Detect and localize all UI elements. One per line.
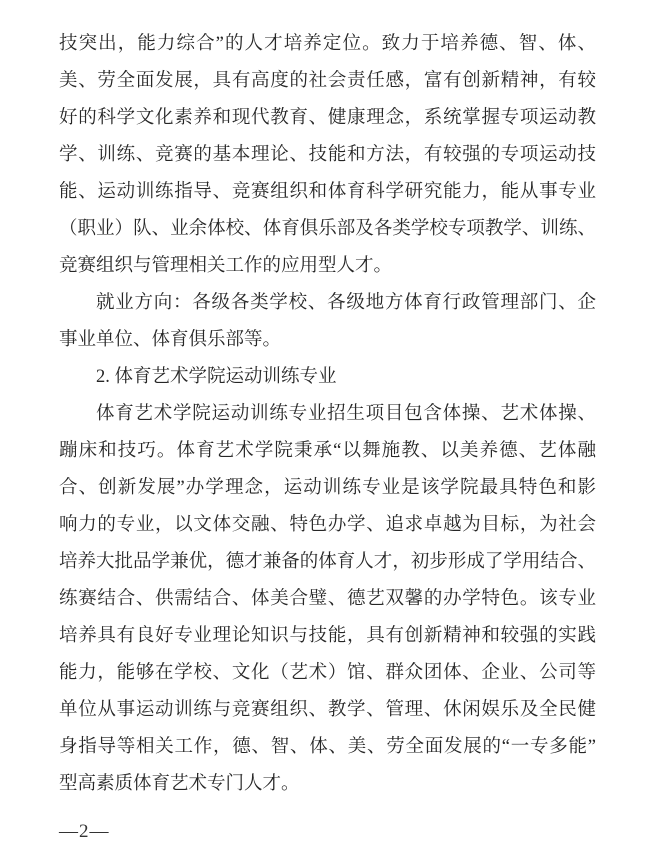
text-line: 蹦床和技巧。体育艺术学院秉承“以舞施教、以美养德、艺体融 <box>59 441 596 461</box>
text-line: 竞赛组织与管理相关工作的应用型人才。 <box>59 256 393 276</box>
text-line: 美、劳全面发展，具有高度的社会责任感，富有创新精神，有较 <box>59 71 596 91</box>
text-line: 能、运动训练指导、竞赛组织和体育科学研究能力，能从事专业 <box>59 182 596 202</box>
page-number: —2— <box>59 821 110 842</box>
text-line: 技突出，能力综合”的人才培养定位。致力于培养德、智、体、 <box>59 34 596 54</box>
text-line: 能力，能够在学校、文化（艺术）馆、群众团体、企业、公司等 <box>59 663 596 683</box>
text-line: 培养大批品学兼优，德才兼备的体育人才，初步形成了学用结合、 <box>59 552 596 572</box>
text-line: 型高素质体育艺术专门人才。 <box>59 774 300 794</box>
text-line: 练赛结合、供需结合、体美合璧、德艺双馨的办学特色。该专业 <box>59 589 596 609</box>
text-line: 响力的专业，以文体交融、特色办学、追求卓越为目标，为社会 <box>59 515 596 535</box>
document-body <box>59 26 596 803</box>
text-line: 2. 体育艺术学院运动训练专业 <box>96 367 337 387</box>
text-line: 好的科学文化素养和现代教育、健康理念，系统掌握专项运动教 <box>59 108 596 128</box>
text-line: 体育艺术学院运动训练专业招生项目包含体操、艺术体操、 <box>96 404 596 424</box>
text-line: 事业单位、体育俱乐部等。 <box>59 330 282 350</box>
text-line: 单位从事运动训练与竞赛组织、教学、管理、休闲娱乐及全民健 <box>59 700 596 720</box>
text-line: （职业）队、业余体校、体育俱乐部及各类学校专项教学、训练、 <box>59 219 596 239</box>
text-line: 合、创新发展”办学理念，运动训练专业是该学院最具特色和影 <box>59 478 596 498</box>
text-line: 学、训练、竞赛的基本理论、技能和方法，有较强的专项运动技 <box>59 145 596 165</box>
text-line: 就业方向：各级各类学校、各级地方体育行政管理部门、企 <box>96 293 596 313</box>
text-line: 培养具有良好专业理论知识与技能，具有创新精神和较强的实践 <box>59 626 596 646</box>
text-line: 身指导等相关工作，德、智、体、美、劳全面发展的“一专多能” <box>59 737 596 757</box>
